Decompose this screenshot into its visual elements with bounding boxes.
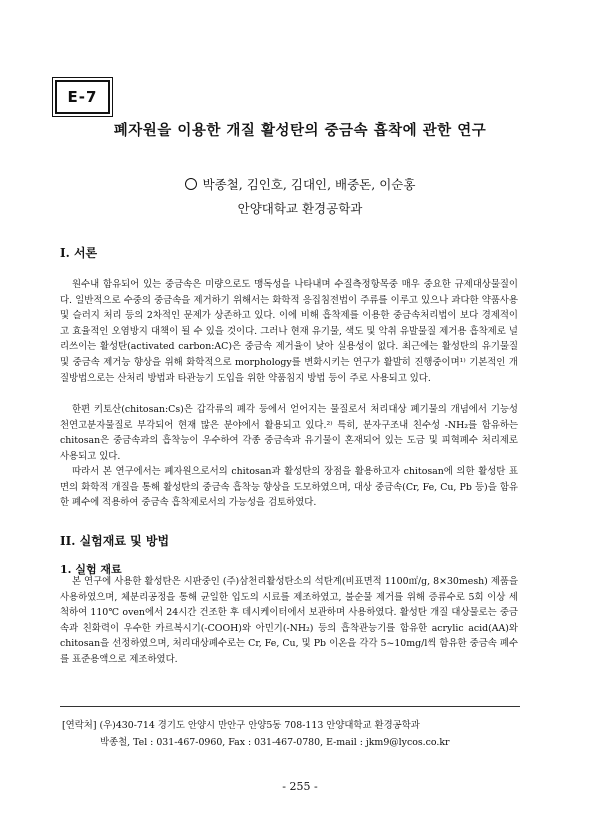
- subsection-heading-materials: 1. 실험 재료: [60, 563, 122, 576]
- paper-code-badge: E-7: [55, 80, 110, 114]
- intro-paragraph-2: 한편 키토산(chitosan:Cs)은 갑각류의 폐각 등에서 얻어지는 물질로서 처리대상 폐기물의 개념에서 기능성 천연고분자물질로 부각되어 현재 많은 분야에서 활용되고 있다.²⁾ 특히, 분자구조내 친수성 -NH₂를 함유하는 chitosan은 중금속과의 흡착능이 우수하여 각종 중금속과 유기물이 혼재되어 있는 도금 및 피혁폐수 처리제로 사용되고 있다.: [60, 404, 518, 462]
- contact-details: 박종철, Tel : 031-467-0960, Fax : 031-467-0780, E-mail : jkm9@lycos.co.kr: [100, 737, 450, 748]
- intro-paragraph-3: 따라서 본 연구에서는 폐자원으로서의 chitosan과 활성탄의 장점을 활용하고자 chitosan에 의한 활성탄 표면의 화학적 개질을 통해 활성탄의 중금속 흡착능 향상을 도모하였으며, 대상 중금속(Cr, Fe, Cu, Pb 등)을 함유한 폐수에 적용하여 중금속 흡착제로서의 가능성을 검토하였다.: [60, 466, 518, 509]
- author-names: 박종철, 김인호, 김대인, 배중돈, 이순홍: [202, 177, 416, 192]
- affiliation: 안양대학교 환경공학과: [237, 201, 363, 216]
- page-number: - 255 -: [282, 780, 318, 793]
- section-heading-methods: II. 실험재료 및 방법: [60, 534, 170, 548]
- paper-title: 폐자원을 이용한 개질 활성탄의 중금속 흡착에 관한 연구: [113, 122, 487, 139]
- intro-paragraph-1: 원수내 함유되어 있는 중금속은 미량으로도 맹독성을 나타내며 수질측정항목중 매우 중요한 규제대상물질이다. 일반적으로 수중의 중금속을 제거하기 위해서는 화학적 응집침전법이 주류를 이루고 있으나 과다한 약품사용 및 슬러지 처리 등의 2차적인 문제가 상존하고 있다. 이에 비해 흡착제를 이용한 중금속처리법이 보다 경제적이고 효율적인 오염방지 대책이 될 수 있을 것이다. 그러나 현재 유기물, 색도 및 악취 유발물질 제거용 흡착제로 널리쓰이는 활성탄(activated carbon:AC)은 중금속 제거율이 낮아 실용성이 없다. 최근에는 활성탄의 유기물질 및 중금속 제거능 향상을 위해 화학적으로 morphology를 변화시키는 연구가 활발히 진행중이며¹⁾ 기본적인 개질방법으로는 산처리 방법과 타관능기 도입을 위한 약품침지 방법 등이 주로 사용되고 있다.: [60, 279, 518, 384]
- contact-address: [연락처] (우)430-714 경기도 안양시 만안구 안양5동 708-113 안양대학교 환경공학과: [62, 720, 420, 731]
- presenter-circle-icon: [185, 178, 197, 190]
- section-heading-introduction: I. 서론: [60, 246, 98, 260]
- footnote-divider: [60, 706, 520, 707]
- author-line: [0, 175, 600, 193]
- materials-paragraph: 본 연구에 사용한 활성탄은 시판중인 (주)삼천리활성탄소의 석탄계(비표면적 1100㎡/g, 8×30mesh) 제품을 사용하였으며, 체분리공정을 통해 균일한 입도의 시료를 제조하였고, 불순물 제거를 위해 증류수로 5회 이상 세척하여 110℃ oven에서 24시간 건조한 후 데시케이터에서 보관하며 사용하였다. 활성탄 개질 대상물로는 중금속과 친화력이 우수한 카르복시기(-COOH)와 아민기(-NH₂) 등의 흡착관능기를 함유한 acrylic acid(AA)와 chitosan을 선정하였으며, 처리대상폐수로는 Cr, Fe, Cu, 및 Pb 이온을 각각 5~10mg/l씩 함유한 중금속 폐수를 표준용액으로 제조하였다.: [60, 576, 518, 665]
